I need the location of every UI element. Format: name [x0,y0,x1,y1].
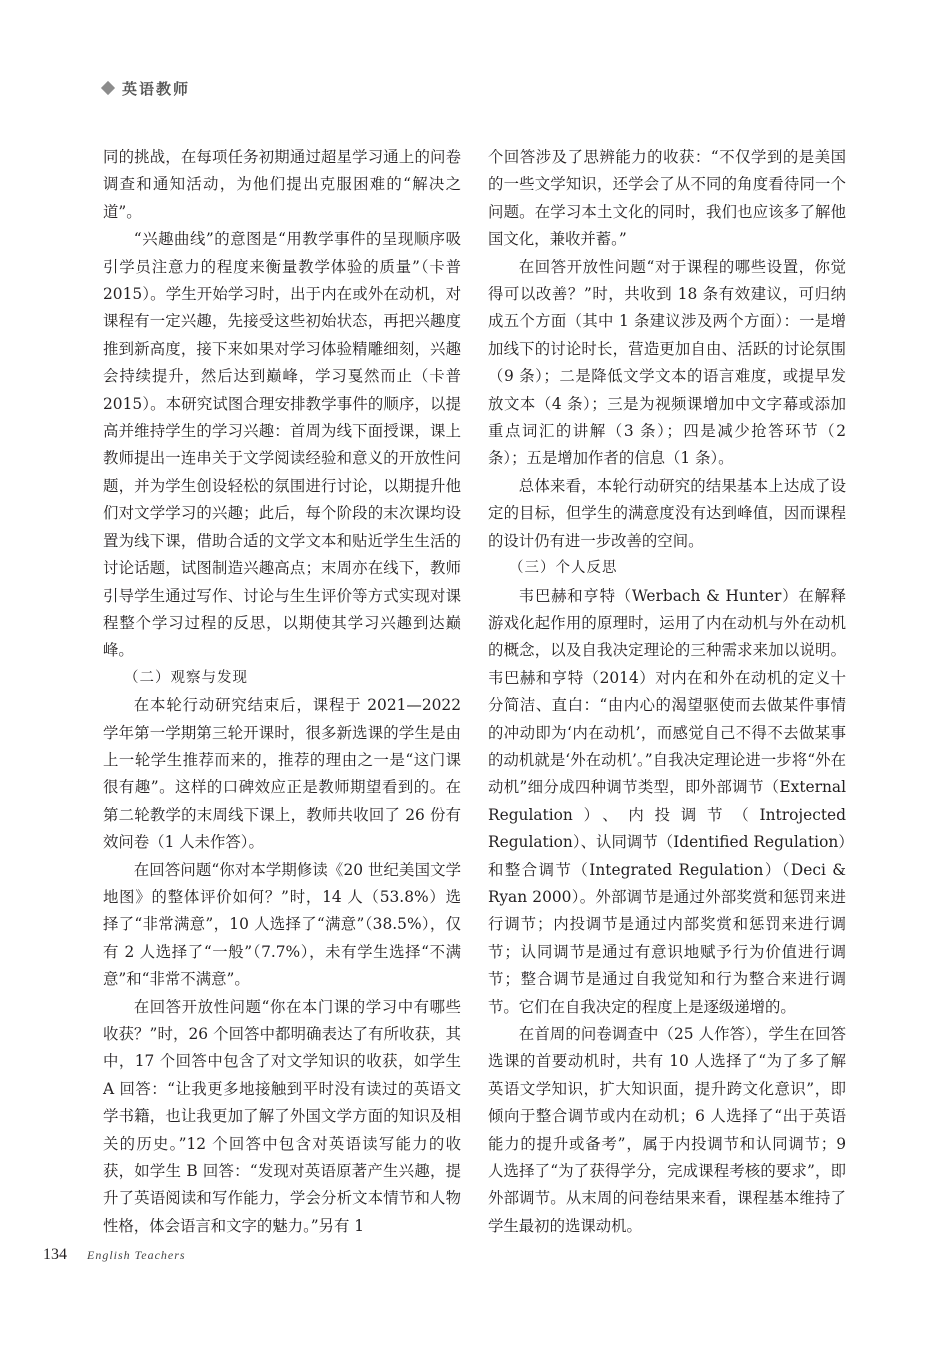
page-number: 134 [43,1246,67,1263]
left-column [103,144,461,1240]
page-footer [43,1246,186,1264]
running-header [103,77,190,99]
right-column [488,144,846,1240]
paragraph: 韦巴赫和亨特（Werbach & Hunter）在解释游戏化起作用的原理时，运用了内在动机与外在动机的概念，以及自我决定理论的三种需求来加以说明。韦巴赫和亨特（2014）对内在和外在动机的定义十分简洁、直白：“由内心的渴望驱使而去做某件事情的冲动即为‘内在动机’，而感觉自己不得不去做某事的动机就是‘外在动机’。”自我决定理论进一步将“外在动机”细分成四种调节类型，即外部调节（External Regulation）、内投调节（Introjected Regulation）、认同调节（Identified Regulation）和整合调节（Integrated Regulation）（Deci & Ryan 2000）。外部调节是通过外部奖赏和惩罚来进行调节；内投调节是通过内部奖赏和惩罚来进行调节；认同调节是通过有意识地赋予行为价值进行调节；整合调节是通过自我觉知和行为整合来进行调节。它们在自我决定的程度上是逐级递增的。 [488,586,846,1016]
diamond-icon [101,81,115,95]
paragraph: 在回答开放性问题“对于课程的哪些设置，你觉得可以改善？”时，共收到 18 条有效建议，可归纳成五个方面（其中 1 条建议涉及两个方面）：一是增加线下的讨论时长，营造更加自由、活跃的讨论氛围（9 条）；二是降低文学文本的语言难度，或提早发放文本（4 条）；三是为视频课增加中文字幕或添加重点词汇的讲解（3 条）；四是减少抢答环节（2 条）；五是增加作者的信息（1 条）。 [488,257,846,468]
paragraph: “兴趣曲线”的意图是“用教学事件的呈现顺序吸引学员注意力的程度来衡量教学体验的质量”（卡普 2015）。学生开始学习时，出于内在或外在动机，对课程有一定兴趣，先接受这些初始状态，再把兴趣度推到新高度，接下来如果对学习体验精雕细刻，兴趣会持续提升，然后达到巅峰，学习戛然而止（卡普 2015）。本研究试图合理安排教学事件的顺序，以提高并维持学生的学习兴趣：首周为线下面授课，课上教师提出一连串关于文学阅读经验和意义的开放性问题，并为学生创设轻松的氛围进行讨论，以期提升他们对文学学习的兴趣；此后，每个阶段的末次课均设置为线下课，借助合适的文学文本和贴近学生生活的讨论话题，试图制造兴趣高点；末周亦在线下，教师引导学生通过写作、讨论与生生评价等方式实现对课程整个学习过程的反思，以期使其学习兴趣到达巅峰。 [103,230,461,660]
paragraph: 同的挑战，在每项任务初期通过超星学习通上的问卷调查和通知活动，为他们提出克服困难的“解决之道”。 [103,148,461,221]
journal-title: 英语教师 [122,79,191,98]
paragraph: 在回答开放性问题“你在本门课的学习中有哪些收获？”时，26 个回答中都明确表达了有所收获，其中，17 个回答中包含了对文学知识的收获，如学生 A 回答：“让我更多地接触到平时没有读过的英语文学书籍，也让我更加了解了外国文学方面的知识及相关的历史。”12 个回答中包含对英语读写能力的收获，如学生 B 回答：“发现对英语原著产生兴趣，提升了英语阅读和写作能力，学会分析文本情节和人物性格，体会语言和文字的魅力。”另有 1 [103,997,461,1235]
paragraph: 总体来看，本轮行动研究的结果基本上达成了设定的目标，但学生的满意度没有达到峰值，因而课程的设计仍有进一步改善的空间。 [488,476,846,550]
paragraph: 在回答问题“你对本学期修读《20 世纪美国文学地图》的整体评价如何？”时，14 人（53.8%）选择了“非常满意”，10 人选择了“满意”（38.5%），仅有 2 人选择了“一般”（7.7%），未有学生选择“不满意”和“非常不满意”。 [103,860,461,989]
running-footer-title: English Teachers [87,1248,186,1262]
section-heading: （二）观察与发现 [124,669,249,686]
paragraph: 在本轮行动研究结束后，课程于 2021—2022 学年第一学期第三轮开课时，很多新选课的学生是由上一轮学生推荐而来的，推荐的理由之一是“这门课很有趣”。这样的口碑效应正是教师期望看到的。在第二轮教学的末周线下课上，教师共收回了 26 份有效问卷（1 人未作答）。 [103,696,461,852]
paragraph: 在首周的问卷调查中（25 人作答），学生在回答选课的首要动机时，共有 10 人选择了“为了多了解英语文学知识，扩大知识面，提升跨文化意识”，即倾向于整合调节或内在动机；6 人选择了“出于英语能力的提升或备考”，属于内投调节和认同调节；9 人选择了“为了获得学分，完成课程考核的要求”，即外部调节。从末周的问卷结果来看，课程基本维持了学生最初的选课动机。 [488,1025,846,1235]
paragraph: 个回答涉及了思辨能力的收获：“不仅学到的是美国的一些文学知识，还学会了从不同的角度看待同一个问题。在学习本土文化的同时，我们也应该多了解他国文化，兼收并蓄。” [488,148,846,249]
section-heading: （三）个人反思 [509,560,618,577]
